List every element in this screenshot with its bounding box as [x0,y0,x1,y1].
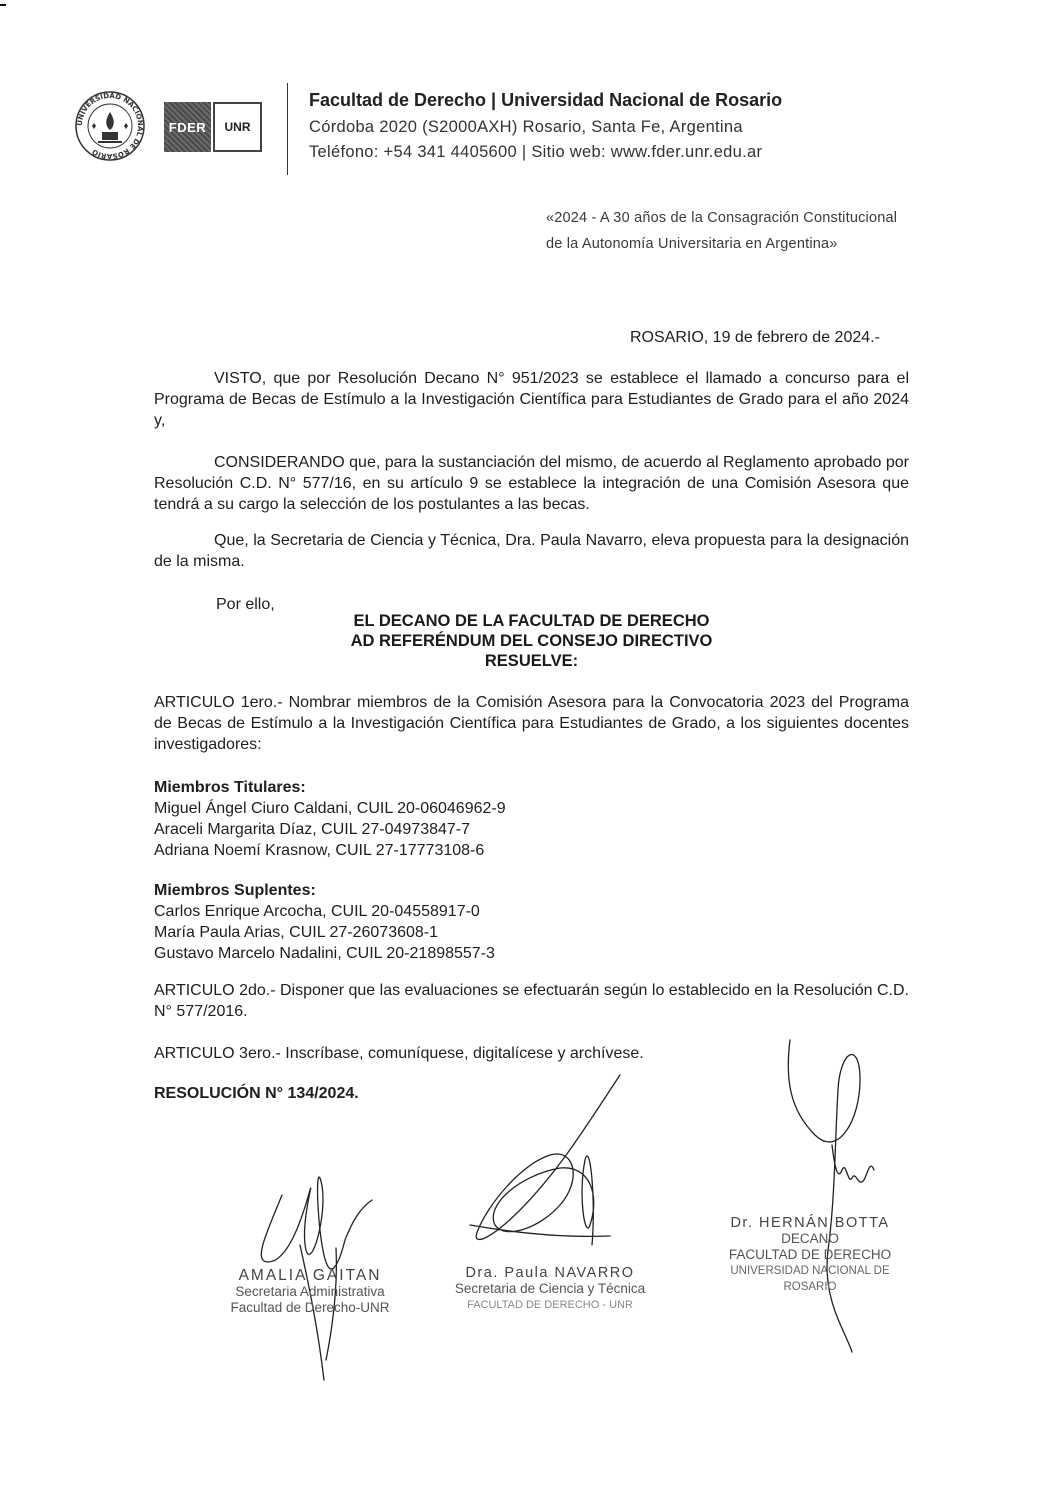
articulo-1: ARTICULO 1ero.- Nombrar miembros de la Comisión Asesora para la Convocatoria 2023 del Programa de Becas de Estímulo a la Investigación Científica para Estudiantes de Grado, a los siguientes docentes investigadores: [154,694,909,753]
year-motto [546,205,966,257]
list-item: Gustavo Marcelo Nadalini, CUIL 20-21898557-3 [154,945,495,962]
motto-line-2: de la Autonomía Universitaria en Argentina» [546,236,838,252]
institution-title: Facultad de Derecho | Universidad Nacional de Rosario [309,90,783,110]
signer-unit-right: FACULTAD DE DERECHO [728,1247,892,1262]
considerando-paragraph: CONSIDERANDO que, para la sustanciación del mismo, de acuerdo al Reglamento aprobado por Resolución C.D. N° 577/16, en su artículo 9 se establece la integración de una Comisión Asesora que tendrá a su cargo la selección de los postulantes a las becas. [154,454,909,513]
institution-contact: Teléfono: +54 341 4405600 | Sitio web: www.fder.unr.edu.ar [309,143,763,161]
motto-line-1: «2024 - A 30 años de la Consagración Constitucional [546,210,898,226]
titulares-list [154,798,506,861]
signer-role-right: DECANO [781,1231,839,1246]
fder-unr-logo [164,102,262,152]
que-paragraph: Que, la Secretaria de Ciencia y Técnica, Dra. Paula Navarro, eleva propuesta para la designación de la misma. [154,532,909,570]
resolve-line-1: EL DECANO DE LA FACULTAD DE DERECHO [353,612,710,630]
list-item: Carlos Enrique Arcocha, CUIL 20-04558917-0 [154,903,480,920]
visto-paragraph: VISTO, que por Resolución Decano N° 951/2023 se establece el llamado a concurso para el Programa de Becas de Estímulo a la Investigación Científica para Estudiantes de Grado para el año 2024 y, [154,370,909,429]
list-item: Adriana Noemí Krasnow, CUIL 27-17773108-6 [154,842,485,859]
resolve-heading [154,611,909,671]
signer-unit-left: Facultad de Derecho-UNR [230,1300,390,1315]
titulares-title: Miembros Titulares: [154,779,306,796]
suplentes-list [154,901,495,964]
signature-block-middle [440,1265,660,1313]
suplentes-title: Miembros Suplentes: [154,882,316,899]
institution-address: Córdoba 2020 (S2000AXH) Rosario, Santa Fe, Argentina [309,118,743,136]
list-item: María Paula Arias, CUIL 27-26073608-1 [154,924,439,941]
por-ello-text: Por ello, [216,596,275,613]
document-date: ROSARIO, 19 de febrero de 2024.- [630,329,880,346]
seal-text: UNIVERSIDAD NACIONAL DE ROSARIO [75,91,145,161]
unr-logo: UNR [213,102,262,152]
list-item: Miguel Ángel Ciuro Caldani, CUIL 20-06046962-9 [154,800,506,817]
signer-name-right: Dr. HERNÁN BOTTA [730,1215,890,1231]
articulo-3: ARTICULO 3ero.- Inscríbase, comuníquese, digitalícese y archívese. [154,1045,644,1062]
signer-university-right: UNIVERSIDAD NACIONAL DE ROSARIO [730,1265,890,1293]
signer-role-middle: Secretaria de Ciencia y Técnica [454,1281,646,1296]
fder-logo: FDER [164,102,211,152]
resolve-line-2: AD REFERÉNDUM DEL CONSEJO DIRECTIVO [350,632,713,650]
signer-unit-middle: FACULTAD DE DERECHO - UNR [467,1299,633,1311]
list-item: Araceli Margarita Díaz, CUIL 27-04973847-7 [154,821,471,838]
header-divider [287,83,288,175]
institution-header [309,90,869,168]
signature-block-left [200,1268,420,1316]
university-seal-icon [74,90,146,162]
signature-block-right [710,1215,910,1295]
signer-name-middle: Dra. Paula NAVARRO [465,1265,635,1281]
signature-right [788,1040,874,1352]
resolution-number: RESOLUCIÓN N° 134/2024. [154,1085,359,1102]
signer-role-left: Secretaria Administrativa [235,1284,385,1299]
scan-corner-mark [0,4,6,6]
resolve-line-3: RESUELVE: [484,652,579,670]
signer-name-left: AMALIA GAITAN [238,1267,382,1284]
articulo-2: ARTICULO 2do.- Disponer que las evaluaciones se efectuarán según lo establecido en la Resolución C.D. N° 577/2016. [154,982,909,1020]
signature-middle [470,1075,620,1245]
